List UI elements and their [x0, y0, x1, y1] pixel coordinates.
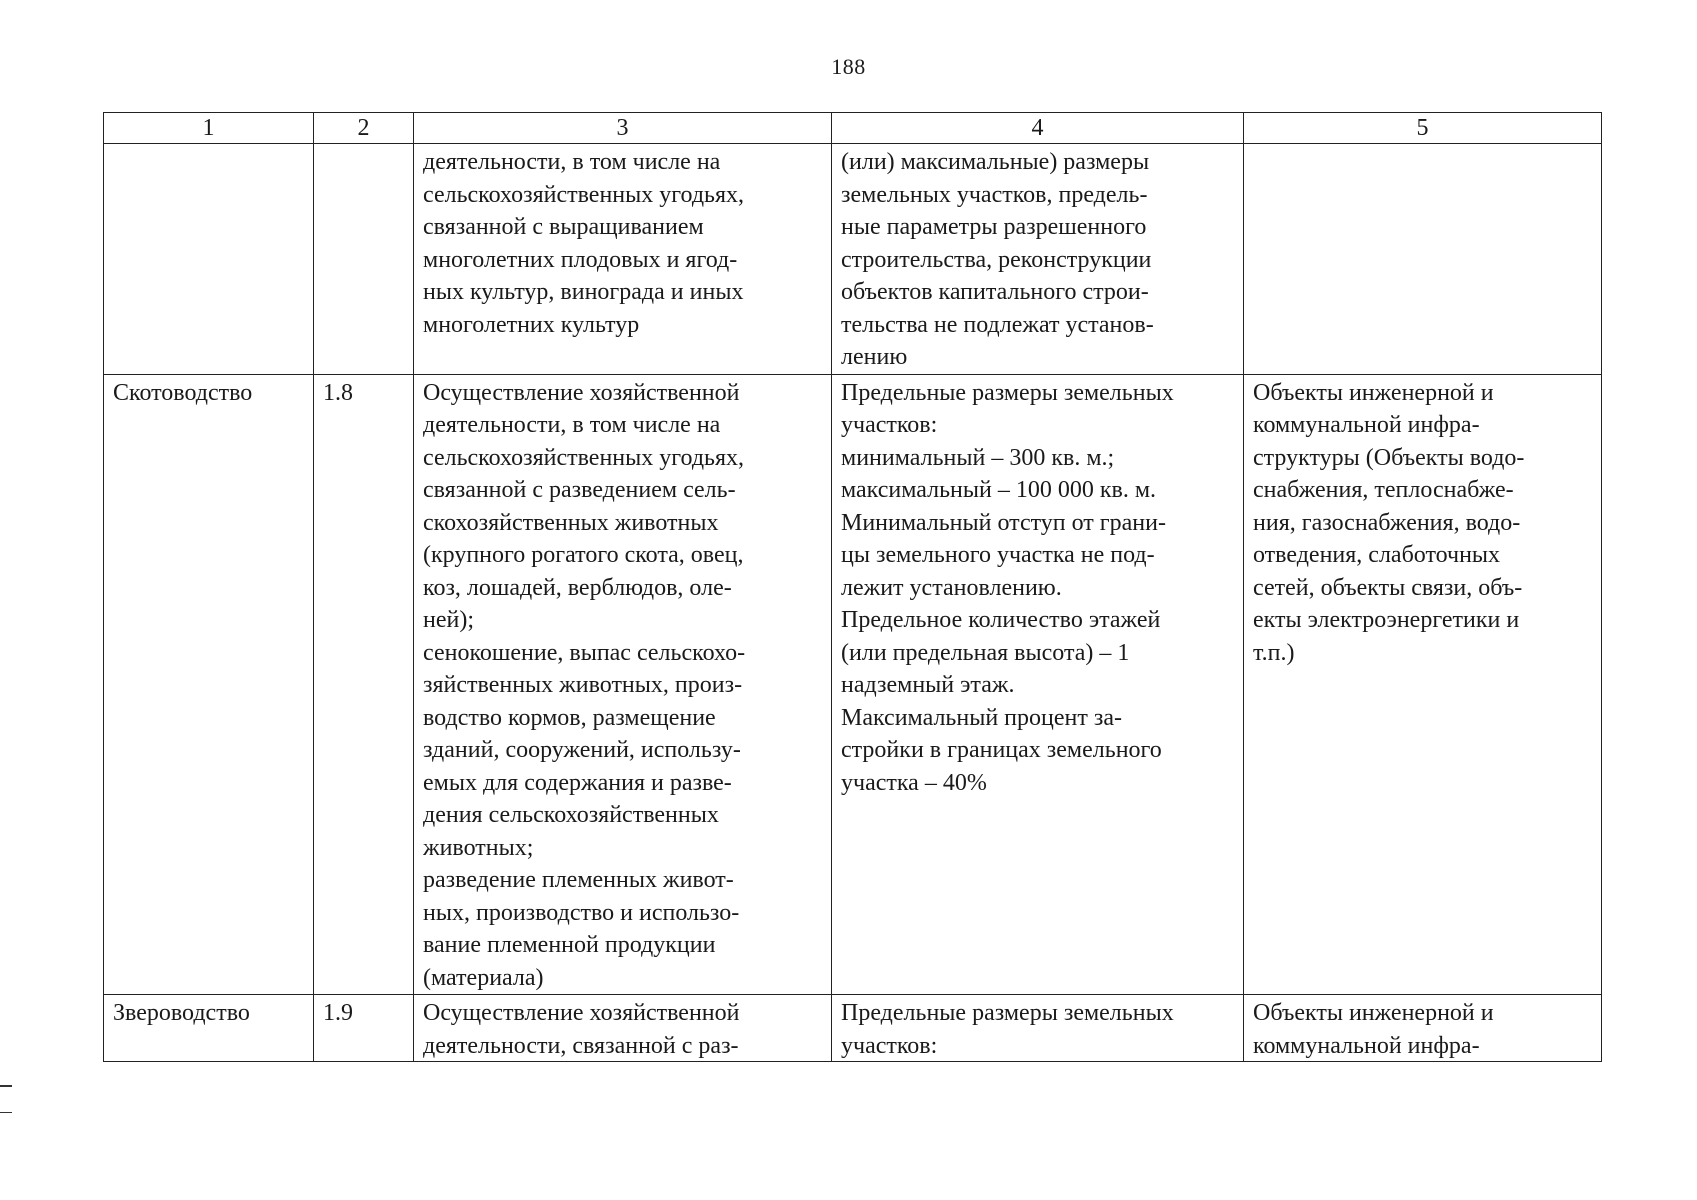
cell-text: Предельные размеры земельных участков: [841, 1000, 1174, 1059]
table-header-row [104, 113, 1602, 144]
cell-text: Осуществление хозяйственной деятельности, связанной с раз- [423, 1000, 740, 1059]
use-type-name-cell [104, 995, 314, 1062]
infrastructure-cell: Объекты инженерной и коммунальной инфра- структуры (Объекты водо- снабжения, теплоснабже- ния, газоснабжения, водо- отведения, слаботочных сетей, объекты связи, объ- екты электроэнергетики и т.п.) [1244, 374, 1602, 995]
use-type-code-cell [314, 144, 414, 375]
use-type-code-cell: 1.8 [314, 374, 414, 995]
cell-text: Звероводство [113, 1000, 250, 1026]
use-description-cell [414, 995, 832, 1062]
infrastructure-cell [1244, 995, 1602, 1062]
use-type-name-cell [104, 144, 314, 375]
use-description-cell: Осуществление хозяйственной деятельности, в том числе на сельскохозяйственных угодьях, связанной с разведением сель- скохозяйственных животных (крупного рогатого скота, овец, коз, лошадей, верблюдов, оле- ней); сенокошение, выпас сельскохо- зяйственных животных, произ- водство кормов, размещение зданий, сооружений, использу- емых для содержания и разве- дения сельскохозяйственных животных; разведение племенных живот- ных, производство и использо- вание племенной продукции (материала) [414, 374, 832, 995]
limit-parameters-cell: (или) максимальные) размеры земельных участков, предель- ные параметры разрешенного строительства, реконструкции объектов капитального строи- тельства не подлежат установ- лению [832, 144, 1244, 375]
table-row [104, 995, 1602, 1062]
infrastructure-cell [1244, 144, 1602, 375]
use-description-cell: деятельности, в том числе на сельскохозяйственных угодьях, связанной с выращиванием многолетних плодовых и ягод- ных культур, винограда и иных многолетних культур [414, 144, 832, 375]
table-row [104, 144, 1602, 375]
limit-parameters-cell: Предельные размеры земельных участков: минимальный – 300 кв. м.; максимальный – 100 000 кв. м. Минимальный отступ от грани- цы земельного участка не под- лежит установлению. Предельное количество этажей (или предельная высота) – 1 надземный этаж. Максимальный процент за- стройки в границах земельного участка – 40% [832, 374, 1244, 995]
table-row [104, 374, 1602, 995]
cell-text: Объекты инженерной и коммунальной инфра- [1253, 1000, 1494, 1059]
land-use-table [103, 112, 1602, 1062]
scan-mark [0, 1085, 12, 1087]
limit-parameters-cell [832, 995, 1244, 1062]
column-header: 5 [1244, 113, 1602, 144]
scan-mark [0, 1112, 12, 1113]
page-number: 188 [831, 54, 866, 79]
column-header: 1 [104, 113, 314, 144]
column-header: 2 [314, 113, 414, 144]
use-type-name-cell: Скотоводство [104, 374, 314, 995]
column-header: 4 [832, 113, 1244, 144]
column-header: 3 [414, 113, 832, 144]
cell-text: 1.9 [323, 1000, 353, 1026]
use-type-code-cell [314, 995, 414, 1062]
